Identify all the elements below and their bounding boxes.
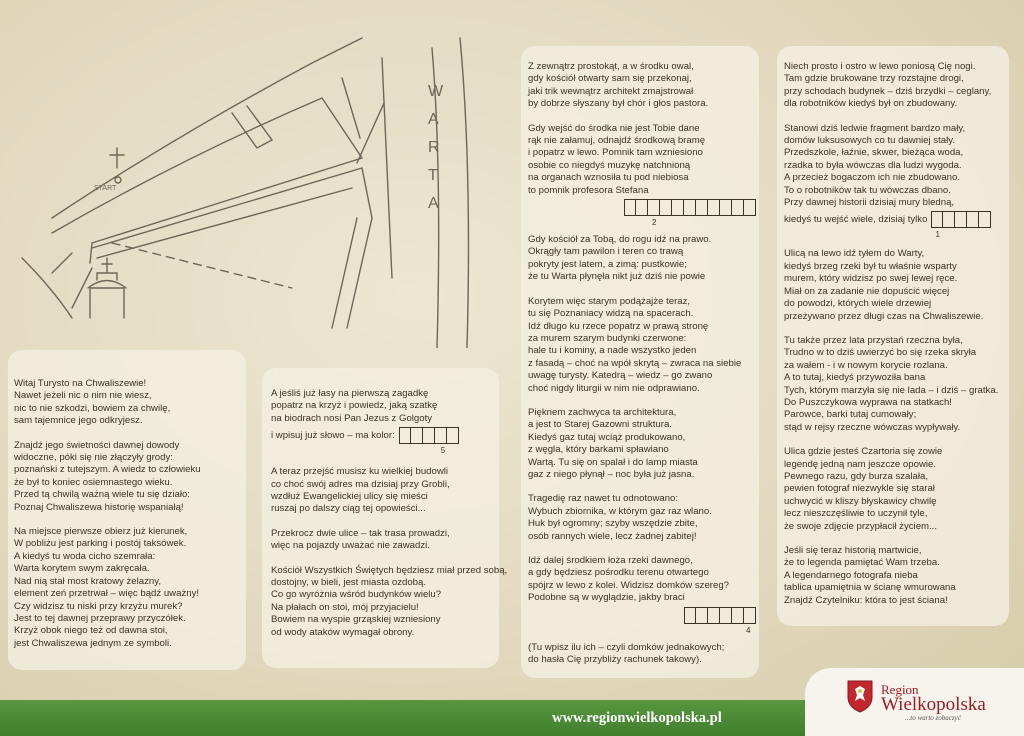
logo-region-text: Region: [881, 682, 919, 697]
puzzle-5-number: 5: [440, 446, 446, 456]
verse-line: Nad nią stał most kratowy żelazny,: [14, 575, 161, 587]
verse-line: Nawet jeżeli nic o nim nie wiesz,: [14, 390, 152, 402]
verse-line: za wałem - i w nowym korycie rozlana.: [784, 359, 948, 371]
gasworks-panel: [521, 46, 759, 678]
verse-line: Czy widzisz tu niski przy krzyżu murek?: [14, 600, 183, 612]
verse-line: uwagę turysty. Katedrą – wiedz – go zwano: [528, 370, 713, 382]
verse-line: więc na pojazdy uważać nie zawadzi.: [271, 540, 430, 552]
verse-line: Huk był ogromny; szyby wszędzie zbite,: [528, 518, 698, 530]
panel1-para-3: [14, 526, 246, 650]
verse-line: stąd w rejsy rzeczne wówczas wypływały.: [784, 421, 961, 433]
wielkopolska-crest-icon: [846, 679, 874, 713]
verse-line: Warta korytem swym zakręcała.: [14, 563, 150, 575]
puzzle-5-boxes[interactable]: [399, 427, 459, 456]
verse-line: Znajdź jego świetności dawnej dowody: [14, 439, 180, 451]
panel3-para-7: [528, 555, 759, 605]
panel4-para-5: [784, 446, 1009, 533]
verse-line: Wybuch zbiornika, w którym gaz raz wlano.: [528, 505, 712, 517]
verse-line: Gdy wejść do środka nie jest Tobie dane: [528, 122, 700, 134]
verse-line: ruszaj po dalszy ciąg tej opowieści...: [271, 503, 426, 515]
verse-line: A jeśliś już łasy na pierwszą zagadkę: [271, 388, 429, 399]
verse-line: na organach wznosiła tu pod niebiosa: [528, 172, 689, 184]
verse-line: że swoje zdjęcie przypłacił życiem...: [784, 520, 938, 532]
panel1-para-2: [14, 440, 246, 514]
puzzle-2-number: 2: [652, 218, 657, 228]
panel3-para-3: [528, 234, 759, 284]
verse-line: Bowiem na wyspie grząskiej wzniesiony: [271, 614, 441, 626]
verse-line: hale tu i kominy, a nade wszystko jeden: [528, 345, 697, 357]
verse-line: Stanowi dziś ledwie fragment bardzo mały,: [784, 122, 966, 134]
verse-line: Idź dalej środkiem łoża rzeki dawnego,: [528, 555, 693, 566]
verse-line: murem, który widzisz po swej lewej ręce.: [784, 273, 958, 285]
verse-line: rąk nie załamuj, odnajdź środkową bramę: [528, 135, 706, 147]
map-river-label: WARTA: [428, 83, 444, 212]
verse-line: sam tajemnice jego odkryjesz.: [14, 415, 143, 427]
legend-panel: [777, 46, 1009, 626]
verse-line: Tam gdzie brukowane trzy rozstajne drogi,: [784, 73, 964, 85]
verse-line: Tu także przez lata przystań rzeczna była,: [784, 334, 963, 346]
panel3-para-6: [528, 493, 759, 543]
verse-line: Krzyż obok niego też od dawna stoi,: [14, 625, 168, 637]
verse-line: Tych, którym marzyła się nie lada – i dziś – gratka.: [784, 384, 999, 396]
verse-line: do hasła Cię przybliży rachunek takowy).: [528, 654, 702, 666]
panel4-para-2: [784, 123, 1009, 210]
verse-line: a jest to Starej Gazowni struktura.: [528, 419, 672, 431]
verse-line: Podobne są w wyglądzie, jakby braci: [528, 592, 685, 604]
panel2-para-3: [271, 564, 508, 639]
verse-line: widoczne, póki się nie złączyły grody:: [14, 452, 173, 464]
verse-line: że to legenda pamiętać Wam trzeba.: [784, 557, 940, 569]
verse-line: Do Puszczykowa wyprawa na statkach!: [784, 396, 952, 408]
puzzle-4: [680, 607, 759, 635]
verse-line: A kiedyś tu woda cicho szemrała:: [14, 550, 156, 562]
verse-line: Tragedię raz nawet tu odnotowano:: [528, 493, 679, 505]
verse-line: Witaj Turysto na Chwaliszewie!: [14, 378, 147, 389]
puzzle-2-boxes[interactable]: [624, 199, 756, 228]
verse-line: z fasadą – choć na wpół skrytą – zwraca na siebie: [528, 357, 742, 369]
verse-line: domów luksusowych co tu dawniej stały.: [784, 135, 955, 147]
verse-line: Przekrocz dwie ulice – tak trasa prowadzi,: [271, 527, 450, 539]
verse-line: Idź długo ku rzece popatrz w prawą stronę: [528, 320, 709, 332]
footer-url-link[interactable]: www.regionwielkopolska.pl: [552, 710, 722, 726]
verse-line: (Tu wpisz ilu ich – czyli domków jednakowych;: [528, 641, 725, 653]
panel3-para-4: [528, 296, 759, 395]
puzzle-1-boxes[interactable]: [931, 211, 991, 240]
verse-line: Korytem więc starym podążajże teraz,: [528, 295, 691, 307]
puzzle-2: [620, 199, 759, 228]
verse-line: i popatrz w lewo. Pomnik tam wzniesiono: [528, 147, 703, 159]
verse-line: Jest to tej dawnej przeprawy przyczółek.: [14, 612, 186, 624]
verse-line: kiedyś brzeg rzeki był tu właśnie wsparty: [784, 260, 957, 272]
verse-line: że tu Warta płynęła nikt już dziś nie powie: [528, 271, 706, 283]
verse-line: Przedszkole, łaźnie, skwer, bieżąca woda,: [784, 147, 964, 159]
verse-line: a gdy będziesz pośrodku terenu otwartego: [528, 567, 709, 579]
verse-line: dostojny, w bieli, jest miasta ozdobą.: [271, 577, 426, 589]
verse-line: rzadka to była wówczas dla ludzi wygoda.: [784, 159, 962, 171]
verse-line: Pewnego razu, gdy burza szalała,: [784, 470, 928, 482]
verse-line: uchwycić w kliszy błyskawicy chwilę: [784, 495, 937, 507]
puzzle-4-boxes[interactable]: [684, 607, 756, 635]
verse-line: Ulicą na lewo idź tyłem do Warty,: [784, 248, 925, 260]
verse-line: dla robotników kiedyś był on zbudowany.: [784, 98, 958, 110]
verse-line: To o robotników tak tu wówczas dbano.: [784, 184, 951, 196]
verse-line: legendę jedną nam jeszcze opowie.: [784, 458, 937, 470]
puzzle-1-number: 1: [935, 230, 940, 240]
verse-line: wzdłuż Ewangelickiej ulicy się mieści: [271, 491, 428, 503]
verse-line: poznański z tutejszym. A wiedz to człowieku: [14, 464, 201, 476]
verse-line: Na miejsce pierwsze obierz już kierunek,: [14, 526, 188, 538]
panel3-para-5: [528, 407, 759, 481]
verse-line: do powodzi, których wiele drzewiej: [784, 298, 932, 310]
verse-line: to pomnik profesora Stefana: [528, 184, 649, 196]
verse-line: spójrz w lewo z kolei. Widzisz domków szereg?: [528, 579, 730, 591]
panel1-para-1: [14, 378, 246, 428]
verse-line: osobie co niegdyś muzykę natchnioną: [528, 159, 691, 171]
panel4-para-6: [784, 545, 1009, 607]
verse-line: Ulica gdzie jesteś Czartoria się zowie: [784, 446, 943, 458]
route-map: [12, 18, 512, 348]
verse-line: Co go wyróżnia wśród budynków wielu?: [271, 589, 442, 601]
verse-line: co choć swój adres ma dzisiaj przy Grobli,: [271, 478, 450, 490]
verse-line: jaki trik wewnątrz architekt zmajstrował: [528, 85, 694, 97]
verse-line: na biodrach nosi Pan Jezus z Golgoty: [271, 412, 433, 424]
intro-panel: [8, 350, 246, 670]
verse-line: Znajdź Czytelniku: która to jest ściana!: [784, 594, 948, 606]
verse-line: pokryty jest latem, a zimą: pustkowie;: [528, 258, 687, 270]
verse-line: A teraz przejść musisz ku wielkiej budowli: [271, 466, 449, 478]
puzzle-1: kiedyś tu wejść wiele, dzisiaj tylko 1: [784, 211, 1009, 228]
verse-line: Gdy kościół za Tobą, do rogu idź na prawo.: [528, 234, 712, 246]
verse-line: Kościół Wszystkich Świętych będziesz miał przed sobą,: [271, 564, 508, 576]
logo-name-text: Wielkopolska: [881, 694, 986, 715]
verse-line: Z zewnątrz prostokąt, a w środku owal,: [528, 61, 694, 72]
verse-line: nic to nie szkodzi, bowiem za chwilę,: [14, 402, 171, 414]
panel4-para-3: [784, 248, 1009, 322]
verse-line: A to tutaj, kiedyś przywoziła bana: [784, 372, 926, 384]
verse-line: Jeśli się teraz historią martwicie,: [784, 545, 922, 556]
puzzle-4-number: 4: [746, 625, 751, 635]
verse-line: popatrz na krzyż i powiedz, jaką szatkę: [271, 400, 438, 412]
verse-line: gaz z niego płynął – noc była już jasna.: [528, 468, 695, 480]
verse-line: Okrągły tam pawilon i teren co trawą: [528, 246, 684, 258]
verse-line: Poznaj Chwaliszewa historię wspaniałą!: [14, 501, 184, 513]
verse-line: Parowce, barki tutaj cumowały;: [784, 409, 917, 421]
verse-line: Niech prosto i ostro w lewo poniosą Cię nogi.: [784, 61, 976, 72]
verse-line: przy schodach budynek – dziś brzydki – ceglany,: [784, 85, 992, 97]
verse-line: Kiedyś gaz tutaj wciąż produkowano,: [528, 431, 686, 443]
panel3-para-2: [528, 123, 759, 197]
puzzle-5: i wpisuj już słowo – ma kolor: 5: [271, 427, 499, 444]
verse-line: tablica upamiętnia w ścianę wmurowana: [784, 582, 956, 594]
logo-tagline-text: ...to warto zobaczyć: [905, 714, 961, 722]
verse-line: Trudno w to dziś uwierzyć bo się rzeka skryła: [784, 347, 977, 359]
verse-line: przeżywano przez długi czas na Chwaliszewie.: [784, 310, 984, 322]
panel2-para-1: [271, 466, 499, 516]
panel3-para-8: [528, 642, 759, 667]
verse-line: gdy kościół otwarty sam się przekonaj,: [528, 73, 692, 85]
verse-line: lecz nieszczęśliwie to uczynił tyle,: [784, 508, 928, 520]
verse-line: Przed tą chwilą ważną wiele tu się działo:: [14, 489, 190, 501]
verse-line: Na płałach on stoi, mój przyjacielu!: [271, 601, 419, 613]
verse-line: Przy dawnej historii dzisiaj mury bledną,: [784, 197, 955, 209]
verse-line: A przecież bogaczom ich nie zbudowano.: [784, 172, 960, 184]
verse-line: W pobliżu jest parking i postój taksówek.: [14, 538, 187, 550]
verse-line: Pięknem zachwyca ta architektura,: [528, 406, 677, 418]
verse-line: choć nigdy liturgii w nim nie odprawiano.: [528, 382, 700, 394]
verse-line: od wody ataków wymagał obrony.: [271, 626, 415, 638]
panel2-para-2: [271, 528, 499, 553]
verse-line: element zeń przetrwał – więc bądź uważny!: [14, 588, 200, 600]
panel2-intro: [271, 388, 499, 425]
verse-line: A legendarnego fotografa nieba: [784, 569, 918, 581]
verse-line: osób rannych wiele, lecz żadnej zabitej!: [528, 530, 697, 542]
verse-line: z węgla, który barkami spławiano: [528, 444, 669, 456]
map-start-label: START: [94, 185, 117, 192]
verse-line: Wartą. Tu się on spalał i do lamp miasta: [528, 456, 698, 468]
verse-line: tu się Poznaniacy widzą na spacerach.: [528, 308, 694, 320]
panel3-para-1: [528, 61, 759, 111]
panel4-para-1: [784, 61, 1009, 111]
verse-line: jest Chwaliszewa jednym ze symboli.: [14, 637, 172, 649]
verse-line: by dobrze słyszany był chór i głos pastora.: [528, 98, 709, 110]
verse-line: za murem szarym budynki czerwone:: [528, 332, 687, 344]
verse-line: pewien fotograf niezwykle się starał: [784, 483, 935, 495]
church-panel: [262, 368, 508, 668]
panel4-para-4: [784, 335, 1009, 434]
verse-line: że był to koniec osiemnastego wieku.: [14, 476, 173, 488]
verse-line: Miał on za zadanie nie dopuścić więcej: [784, 285, 950, 297]
